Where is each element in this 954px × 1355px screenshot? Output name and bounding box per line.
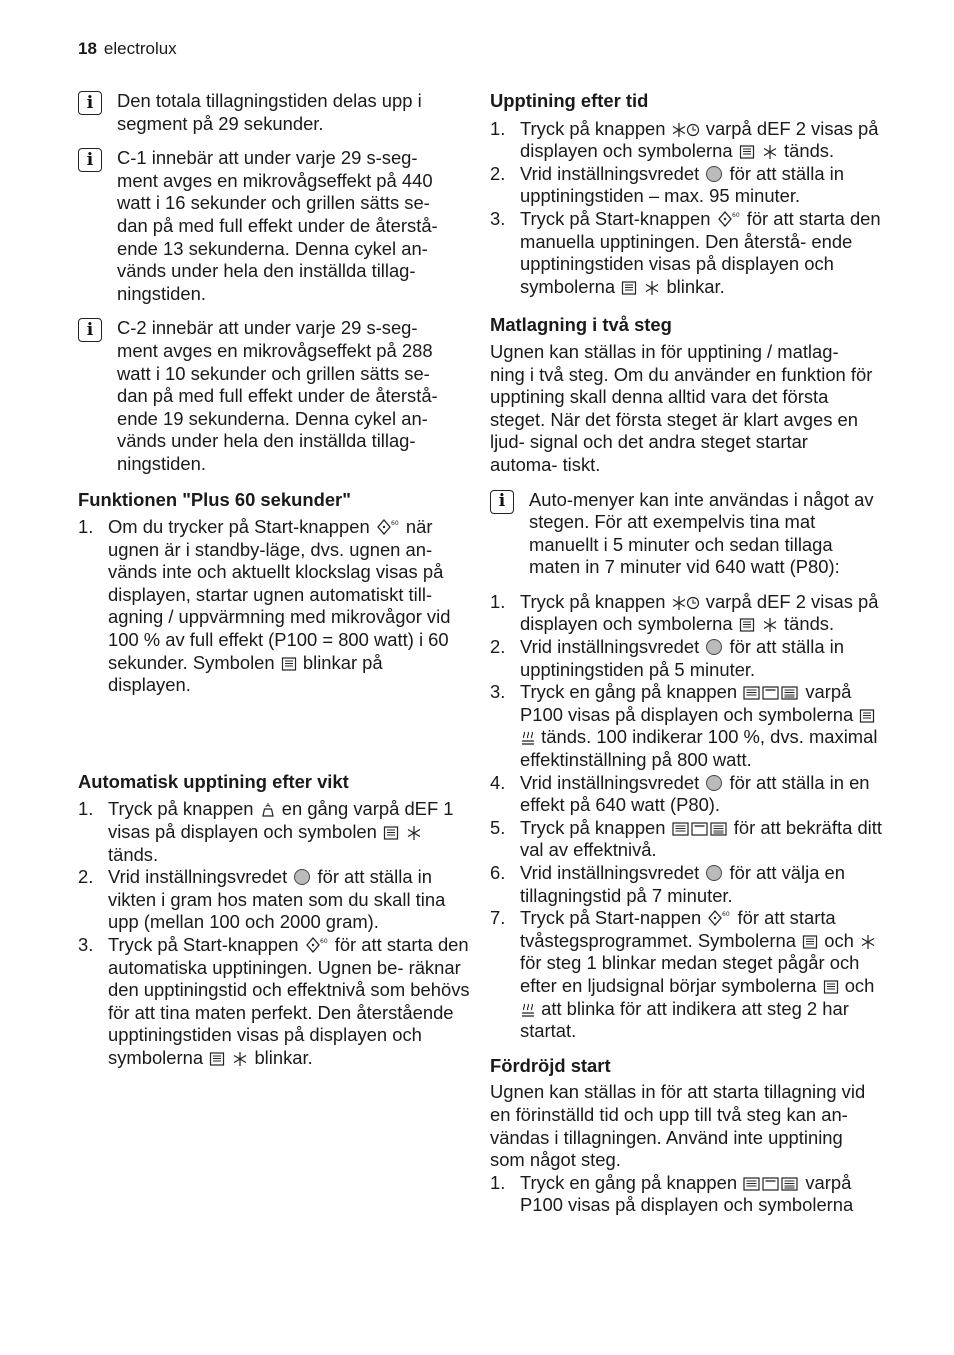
list-item <box>490 1172 882 1217</box>
item-text: Vrid inställningsvredet <box>520 162 700 184</box>
info-text: Auto-menyer kan inte användas i något av stegen. För att exempelvis tina mat manuellt i 5 minuter och sedan tillaga maten in 7 minuter vid 640 watt (P80): <box>529 488 874 578</box>
item-number: 6. <box>490 862 506 883</box>
list-item <box>490 817 882 862</box>
section-heading-auto-thaw: Automatisk upptining efter vikt <box>78 770 349 792</box>
item-text: Vrid inställningsvredet <box>520 636 700 658</box>
text-line: ende 19 sekunderna. Denna cykel an- <box>117 407 428 429</box>
left-column <box>78 90 470 1070</box>
right-column <box>490 90 882 1217</box>
item-text: tänds. <box>784 140 835 162</box>
item-number: 2. <box>490 162 506 184</box>
text-line: ment avges en mikrovågseffekt på 440 <box>117 169 433 191</box>
list-item <box>490 907 882 1043</box>
list-item <box>490 163 882 208</box>
item-text: för att ställa in en effekt på 640 watt (P80). <box>520 771 870 816</box>
text-line: C-1 innebär att under varje 29 s-seg- <box>117 147 418 169</box>
list-item <box>490 591 882 636</box>
brand-name: electrolux <box>103 39 177 58</box>
item-text: Tryck en gång på knappen <box>520 1171 738 1193</box>
item-text: för steg 1 blinkar medan steget pågår och efter en ljudsignal börjar symbolerna <box>520 952 860 996</box>
svg-text:60: 60 <box>319 938 328 945</box>
item-text: och <box>844 974 875 996</box>
text-line: ende 13 sekunderna. Denna cykel an- <box>117 237 428 259</box>
item-text: Tryck på Start-nappen <box>520 907 702 929</box>
microwave-icon <box>859 708 875 724</box>
start-icon <box>717 210 741 228</box>
microwave-icon <box>802 934 818 950</box>
page-number: 18 <box>78 39 97 58</box>
text-line: C-2 innebär att under varje 29 s-seg- <box>117 317 418 339</box>
item-text: för att ställa in upptiningstiden på 5 minuter. <box>520 636 844 680</box>
item-text: blinkar. <box>254 1046 313 1068</box>
item-number: 1. <box>490 590 506 612</box>
list-item <box>78 798 470 866</box>
svg-text:60: 60 <box>390 520 399 528</box>
item-text: och <box>824 929 854 951</box>
text-line: watt i 10 sekunder och grillen sätts se- <box>117 362 430 384</box>
item-number: 1. <box>490 1171 506 1193</box>
item-text: tänds. 100 indikerar 100 %, dvs. maximal effektinställning på 800 watt. <box>520 726 878 771</box>
item-text: för att starta den manuella upptiningen. Den återstå- ende upptiningstiden visas på displayen och symbolerna <box>520 207 881 297</box>
item-text: Tryck en gång på knappen <box>520 681 738 703</box>
section-heading-two-step: Matlagning i två steg <box>490 314 672 336</box>
delayed-start-list <box>490 1172 882 1217</box>
item-text: Tryck på knappen <box>520 117 666 139</box>
section-heading-delayed-start: Fördröjd start <box>490 1054 611 1076</box>
defrost-clock-icon <box>672 122 700 138</box>
info-text <box>117 147 470 305</box>
text-line: watt i 16 sekunder och grillen sätts se- <box>117 192 430 214</box>
two-step-paragraph: Ugnen kan ställas in för upptining / matlag- ning i två steg. Om du använder en funktion för upptining skall denna alltid vara det första steget. När det första steget är klart avges en ljud- signal och det andra steget startar automa- tiskt. <box>490 340 873 475</box>
auto-thaw-list <box>78 798 470 1069</box>
power-mode-icon <box>743 685 799 701</box>
item-number: 3. <box>490 207 506 229</box>
info-note-segments <box>78 90 470 135</box>
section-heading-plus60: Funktionen "Plus 60 sekunder" <box>78 488 351 510</box>
power-mode-icon <box>743 1176 799 1192</box>
weight-thaw-icon <box>260 802 276 818</box>
item-text: för att ställa in upptiningstiden – max. 95 minuter. <box>520 162 844 207</box>
text-line: vänds under hela den inställda tillag- <box>117 260 416 282</box>
text-line: ningstiden. <box>117 282 206 304</box>
delayed-start-paragraph: Ugnen kan ställas in för att starta tillagning vid en förinställd tid och upp till två steg kan an- vändas i tillagningen. Använd inte upptining som något steg. <box>490 1081 866 1171</box>
svg-text:60: 60 <box>731 211 740 219</box>
item-text: för att välja en tillagningstid på 7 minuter. <box>520 862 846 906</box>
item-text: Tryck på Start-knappen <box>520 207 711 229</box>
info-note-c2 <box>78 317 470 475</box>
start-icon <box>707 909 731 927</box>
text-line: dan på med full effekt under de återstå- <box>117 385 438 407</box>
text-line: dan på med full effekt under de återstå- <box>117 214 438 236</box>
list-item <box>490 681 882 771</box>
microwave-icon <box>383 825 399 841</box>
item-number: 1. <box>78 798 94 820</box>
list-item <box>490 208 882 298</box>
item-text: en gång varpå dEF 1 visas på displayen och symbolen <box>108 798 454 843</box>
item-number: 5. <box>490 816 506 838</box>
section-heading-thaw-time: Upptining efter tid <box>490 90 649 111</box>
plus60-list <box>78 516 470 697</box>
microwave-icon <box>281 656 297 672</box>
list-item <box>490 118 882 163</box>
info-icon: i <box>78 318 102 342</box>
list-item <box>490 772 882 817</box>
item-text: Vrid inställningsvredet <box>108 866 288 888</box>
heat-icon <box>521 1002 535 1018</box>
text-line: vänds under hela den inställda tillag- <box>117 430 416 452</box>
list-item <box>78 934 470 1070</box>
power-mode-icon <box>672 821 728 837</box>
microwave-icon <box>823 979 839 995</box>
control-knob-icon <box>705 165 723 183</box>
item-text: varpå P100 visas på displayen och symbolerna <box>520 681 854 725</box>
item-number: 2. <box>78 866 94 888</box>
control-knob-icon <box>293 868 311 886</box>
item-text: för att bekräfta ditt val av effektnivå. <box>520 816 882 861</box>
item-number: 7. <box>490 907 506 929</box>
info-note-auto-menus <box>490 489 882 579</box>
item-text: för att starta den automatiska upptiningen. Ugnen be- räknar den upptiningstid och effektnivå som behövs för att tina maten perfekt. Den återstående upptiningstiden visas på displayen och symbolerna <box>108 934 470 1068</box>
info-icon: i <box>490 490 514 514</box>
item-text: Tryck på knappen <box>520 816 666 838</box>
item-text: Om du trycker på Start-knappen <box>108 516 370 538</box>
defrost-icon <box>406 825 422 841</box>
item-text: att blinka för att indikera att steg 2 har startat. <box>520 997 849 1042</box>
defrost-icon <box>860 934 876 950</box>
control-knob-icon <box>705 774 723 792</box>
microwave-icon <box>739 617 755 633</box>
item-text: varpå dEF 2 visas på displayen och symbolerna <box>520 117 879 162</box>
list-item <box>490 862 882 907</box>
info-text: Den totala tillagningstiden delas upp i segment på 29 sekunder. <box>117 90 422 134</box>
item-number: 1. <box>78 516 94 538</box>
list-item <box>490 636 882 681</box>
start-icon <box>305 936 329 954</box>
defrost-clock-icon <box>672 595 700 611</box>
item-text: varpå P100 visas på displayen och symbolerna <box>520 1171 854 1216</box>
control-knob-icon <box>705 638 723 656</box>
item-text: för att ställa in vikten i gram hos maten som du skall tina upp (mellan 100 och 2000 gram). <box>108 866 446 933</box>
item-text: när ugnen är i standby-läge, dvs. ugnen an- vänds inte och aktuellt klockslag visas på displayen, startar ugnen automatiskt till- agning / uppvärmning med mikrovågor vid 100 % av full effekt (P100 = 800 watt) i 60 sekunder. Symbolen <box>108 516 451 673</box>
text-line: ningstiden. <box>117 452 206 474</box>
item-number: 2. <box>490 636 506 658</box>
item-text: för att starta tvåstegsprogrammet. Symbolerna <box>520 907 836 951</box>
two-step-list <box>490 591 882 1043</box>
list-item <box>78 866 470 934</box>
info-icon: i <box>78 91 102 115</box>
item-text: blinkar på displayen. <box>108 651 383 696</box>
item-text: Tryck på knappen <box>520 590 666 612</box>
start-icon <box>376 518 400 536</box>
item-text: varpå dEF 2 visas på displayen och symbolerna <box>520 590 879 635</box>
defrost-icon <box>644 280 660 296</box>
microwave-icon <box>739 144 755 160</box>
microwave-icon <box>209 1051 225 1067</box>
defrost-icon <box>232 1051 248 1067</box>
item-number: 3. <box>78 934 94 955</box>
item-text: blinkar. <box>666 275 725 297</box>
svg-text:60: 60 <box>722 911 731 919</box>
item-number: 3. <box>490 681 506 703</box>
defrost-icon <box>762 144 778 160</box>
item-number: 4. <box>490 771 506 793</box>
item-text: tänds. <box>784 613 835 635</box>
info-text <box>117 317 470 475</box>
info-icon: i <box>78 148 102 172</box>
item-text: Vrid inställningsvredet <box>520 771 700 793</box>
defrost-icon <box>762 617 778 633</box>
heat-icon <box>521 730 535 746</box>
control-knob-icon <box>705 864 723 882</box>
text-line: ment avges en mikrovågseffekt på 288 <box>117 339 433 361</box>
item-text: Tryck på knappen <box>108 798 254 820</box>
info-note-c1 <box>78 147 470 305</box>
item-text: Vrid inställningsvredet <box>520 862 700 883</box>
microwave-icon <box>621 280 637 296</box>
item-text: Tryck på Start-knappen <box>108 934 299 955</box>
list-item <box>78 516 470 697</box>
item-text: tänds. <box>108 843 159 865</box>
item-number: 1. <box>490 117 506 139</box>
page-header <box>78 39 177 59</box>
thaw-time-list <box>490 118 882 299</box>
